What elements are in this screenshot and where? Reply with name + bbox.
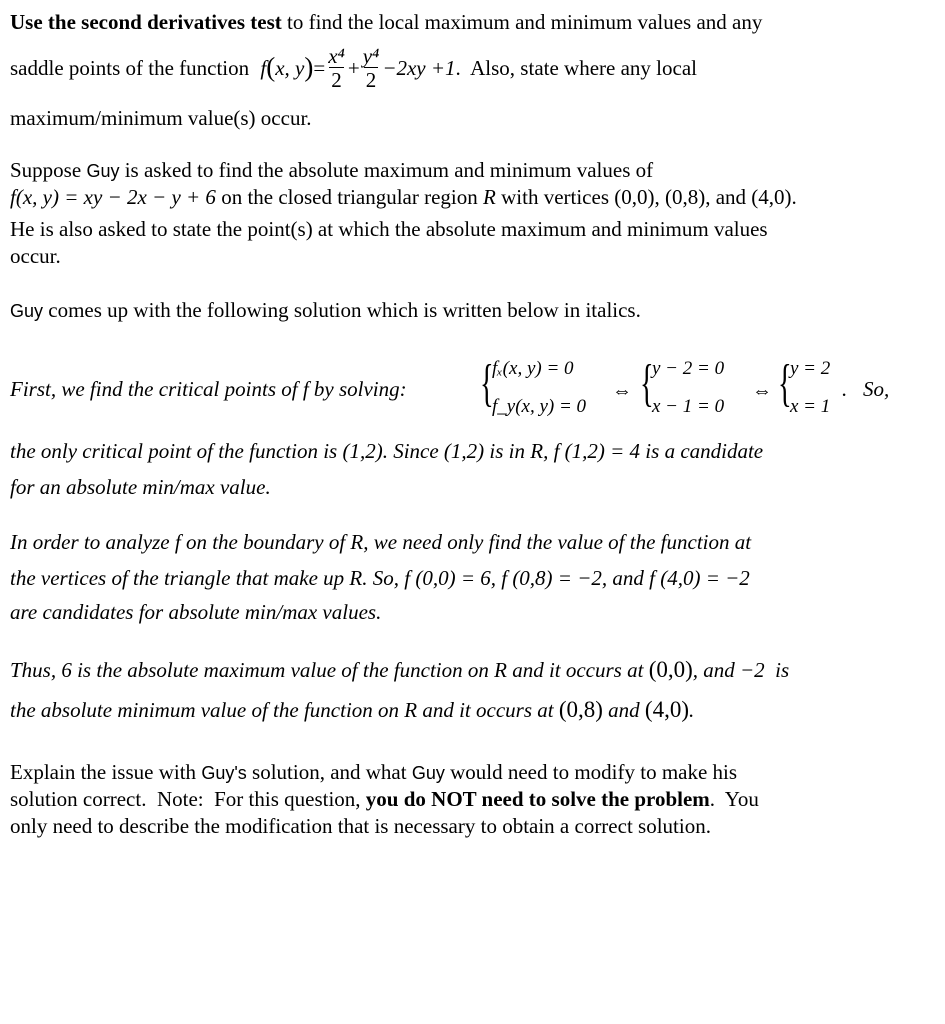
solution-text: Thus, 6 is the absolute maximum value of the function on R and it occurs at bbox=[10, 658, 649, 682]
question-1-line-1 bbox=[10, 10, 762, 34]
point-min-2: (4,0) bbox=[644, 697, 689, 722]
solution-p1-line-2: for an absolute min/max value. bbox=[10, 475, 271, 499]
function-tail: −2xy +1 bbox=[382, 55, 456, 80]
paren-open: ( bbox=[266, 52, 276, 83]
problem-function: f(x, y) = xy − 2x − y + 6 bbox=[10, 185, 216, 209]
solution-p1-line-1: the only critical point of the function is (1,2). Since (1,2) is in R, f (1,2) = 4 is a candidate bbox=[10, 439, 764, 463]
solution-first-line: First, we find the critical points of f by solving: bbox=[10, 377, 407, 401]
equivalence-arrow-icon: ⇔ bbox=[612, 380, 632, 402]
task-emphasis: you do NOT need to solve the problem bbox=[365, 787, 710, 811]
problem-text: with vertices (0,0), (0,8), and (4,0). bbox=[495, 185, 797, 209]
problem-line-3: He is also asked to state the point(s) at which the absolute maximum and minimum values bbox=[10, 217, 768, 241]
solution-p3-line-1 bbox=[10, 657, 789, 683]
name-guy: Guy bbox=[86, 161, 120, 181]
problem-line-2 bbox=[10, 185, 797, 209]
solution-text: . bbox=[689, 698, 695, 722]
plus-sign: + bbox=[347, 55, 360, 80]
system-row: y = 2 bbox=[790, 358, 831, 379]
fraction-denominator: 2 bbox=[331, 67, 342, 92]
solution-p2-line-3: are candidates for absolute min/max values. bbox=[10, 600, 382, 624]
solution-text: the absolute minimum value of the function on R and it occurs at bbox=[10, 698, 559, 722]
solution-intro bbox=[10, 298, 641, 322]
question-1-text: to find the local maximum and minimum values and any bbox=[281, 10, 763, 34]
function-name: f bbox=[260, 55, 267, 80]
question-1-line-3: maximum/minimum value(s) occur. bbox=[10, 106, 312, 130]
brace-icon: { bbox=[778, 355, 792, 412]
problem-text: Suppose bbox=[10, 158, 87, 182]
question-1-text-2: saddle points of the function bbox=[10, 55, 255, 80]
system-row: fₓ(x, y) = 0 bbox=[492, 358, 574, 379]
equals-sign: = bbox=[313, 55, 326, 80]
problem-line-1 bbox=[10, 158, 653, 182]
region-label: R bbox=[483, 185, 496, 209]
task-line-2 bbox=[10, 787, 759, 811]
brace-icon: { bbox=[640, 355, 654, 412]
equivalence-arrow-icon: ⇔ bbox=[752, 380, 772, 402]
name-guy: Guy bbox=[411, 763, 445, 783]
task-text: solution, and what bbox=[246, 760, 412, 784]
question-1-line-2 bbox=[10, 44, 697, 92]
problem-text: is asked to find the absolute maximum and minimum values of bbox=[119, 158, 654, 182]
fraction-denominator: 2 bbox=[365, 67, 377, 92]
system-row: f_y(x, y) = 0 bbox=[492, 396, 587, 417]
fraction-x4-over-2 bbox=[326, 43, 347, 92]
fraction-numerator: y⁴ bbox=[362, 43, 380, 68]
bold-lead: Use the second derivatives test bbox=[10, 10, 282, 34]
question-1-text-3: . Also, state where any local bbox=[455, 55, 697, 80]
task-text: . You bbox=[709, 787, 759, 811]
name-guy: Guy bbox=[10, 301, 44, 321]
solution-text: , and −2 is bbox=[692, 658, 790, 682]
point-min-1: (0,8) bbox=[558, 697, 603, 722]
system-row: y − 2 = 0 bbox=[652, 358, 725, 379]
task-text: solution correct. Note: For this question, bbox=[10, 787, 366, 811]
solution-p3-line-2 bbox=[10, 697, 694, 723]
system-row: x = 1 bbox=[790, 396, 831, 417]
point-max: (0,0) bbox=[648, 657, 693, 682]
problem-line-4: occur. bbox=[10, 244, 61, 268]
task-line-3: only need to describe the modification that is necessary to obtain a correct solution. bbox=[10, 814, 711, 838]
task-text: would need to modify to make his bbox=[444, 760, 738, 784]
task-text: Explain the issue with bbox=[10, 760, 202, 784]
solution-p2-line-1: In order to analyze f on the boundary of R, we need only find the value of the function at bbox=[10, 530, 752, 554]
problem-text: on the closed triangular region bbox=[215, 185, 484, 209]
name-guys: Guy's bbox=[201, 763, 247, 783]
paren-close: ) bbox=[304, 52, 314, 83]
system-row: x − 1 = 0 bbox=[652, 396, 725, 417]
task-line-1 bbox=[10, 760, 737, 784]
fraction-y4-over-2 bbox=[361, 43, 382, 92]
so-text: . So, bbox=[842, 377, 890, 401]
solution-p2-line-2: the vertices of the triangle that make up R. So, f (0,0) = 6, f (0,8) = −2, and f (4,0) = −2 bbox=[10, 566, 750, 590]
fraction-numerator: x⁴ bbox=[328, 43, 345, 68]
brace-icon: { bbox=[480, 355, 494, 412]
solution-text: and bbox=[602, 698, 645, 722]
function-args: x, y bbox=[275, 55, 305, 80]
solution-intro-text: comes up with the following solution which is written below in italics. bbox=[43, 298, 641, 322]
